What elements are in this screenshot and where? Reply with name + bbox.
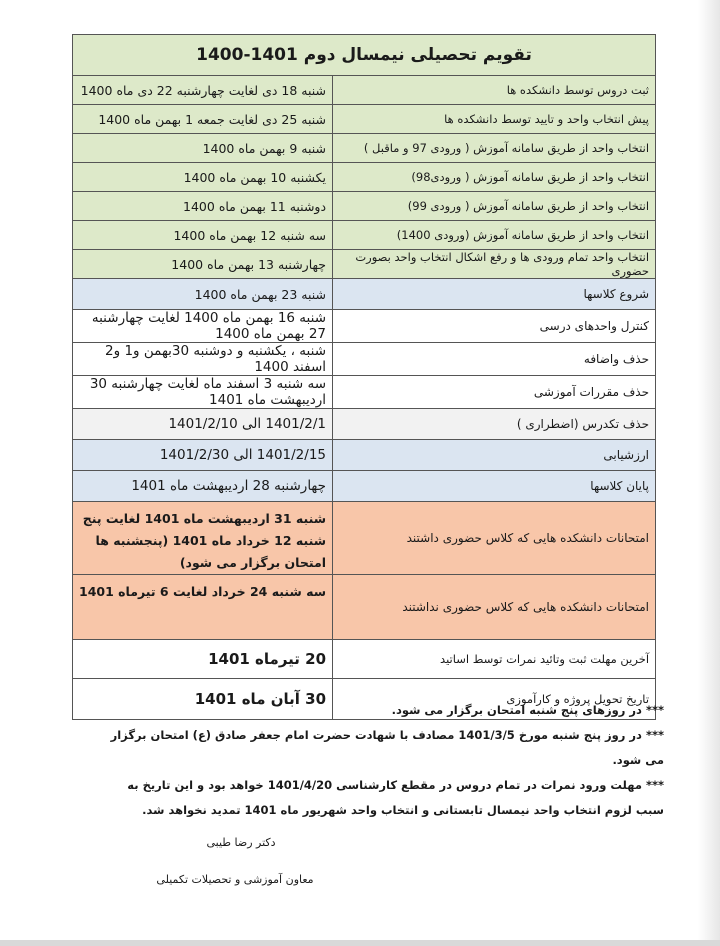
row-value: سه شنبه 3 اسفند ماه لغایت چهارشنبه 30 اردیبهشت ماه 1401 bbox=[73, 376, 333, 409]
row-value: شنبه 23 بهمن ماه 1400 bbox=[73, 279, 333, 310]
row-value: شنبه 31 اردیبهشت ماه 1401 لغایت پنج شنبه 12 خرداد ماه 1401 (پنجشنبه ها امتحان برگزار می شود) bbox=[73, 502, 333, 575]
row-label: شروع کلاسها bbox=[333, 279, 656, 310]
note-item: *** مهلت ورود نمرات در تمام دروس در مقطع کارشناسی 1401/4/20 خواهد بود و این تاریخ به سبب لزوم انتخاب واحد نیمسال تابستانی و انتخاب واحد شهریور ماه 1401 تمدید نخواهد شد. bbox=[127, 778, 664, 817]
signer-name: دکتر رضا طیبی bbox=[206, 836, 276, 849]
row-value: دوشنبه 11 بهمن ماه 1400 bbox=[73, 192, 333, 221]
table-row bbox=[73, 250, 656, 279]
title-row bbox=[73, 35, 656, 76]
row-value: چهارشنبه 13 بهمن ماه 1400 bbox=[73, 250, 333, 279]
row-label: حذف تکدرس (اضطراری ) bbox=[333, 409, 656, 440]
table-row bbox=[73, 502, 656, 575]
row-value: 30 آبان ماه 1401 bbox=[73, 679, 333, 720]
row-value: سه شنبه 12 بهمن ماه 1400 bbox=[73, 221, 333, 250]
page-title: تقویم تحصیلی نیمسال دوم 1401-1400 bbox=[73, 35, 656, 76]
row-label: انتخاب واحد از طریق سامانه آموزش (ورودی 1400) bbox=[333, 221, 656, 250]
row-label: کنترل واحدهای درسی bbox=[333, 310, 656, 343]
table-row bbox=[73, 343, 656, 376]
row-label: ثبت دروس توسط دانشکده ها bbox=[333, 76, 656, 105]
table-row bbox=[73, 440, 656, 471]
row-value: شنبه ، یکشنبه و دوشنبه 30بهمن و1 و2 اسفند 1400 bbox=[73, 343, 333, 376]
row-label: ارزشیابی bbox=[333, 440, 656, 471]
notes-section bbox=[98, 698, 664, 823]
table-row bbox=[73, 409, 656, 440]
row-label: حذف واضافه bbox=[333, 343, 656, 376]
row-label: پایان کلاسها bbox=[333, 471, 656, 502]
row-label: آخرین مهلت ثبت وتائید نمرات توسط اساتید bbox=[333, 640, 656, 679]
row-label: امتحانات دانشکده هایی که کلاس حضوری نداشتند bbox=[333, 575, 656, 640]
row-value: چهارشنبه 28 اردیبهشت ماه 1401 bbox=[73, 471, 333, 502]
table-row bbox=[73, 163, 656, 192]
table-row bbox=[73, 134, 656, 163]
table-row bbox=[73, 376, 656, 409]
row-label: تاریخ تحویل پروژه و کارآموزی bbox=[333, 679, 656, 720]
table-row bbox=[73, 221, 656, 250]
row-value: 1401/2/15 الی 1401/2/30 bbox=[73, 440, 333, 471]
row-value: شنبه 25 دی لغایت جمعه 1 بهمن ماه 1400 bbox=[73, 105, 333, 134]
row-label: انتخاب واحد تمام ورودی ها و رفع اشکال انتخاب واحد بصورت حضوری bbox=[333, 250, 656, 279]
row-label: انتخاب واحد از طریق سامانه آموزش ( ورودی98) bbox=[333, 163, 656, 192]
row-label: انتخاب واحد از طریق سامانه آموزش ( ورودی 97 و ماقبل ) bbox=[333, 134, 656, 163]
table-row bbox=[73, 640, 656, 679]
signer-role: معاون آموزشی و تحصیلات تکمیلی bbox=[156, 873, 314, 886]
row-value: شنبه 18 دی لغایت چهارشنبه 22 دی ماه 1400 bbox=[73, 76, 333, 105]
row-label: پیش انتخاب واحد و تایید توسط دانشکده ها bbox=[333, 105, 656, 134]
row-value: شنبه 9 بهمن ماه 1400 bbox=[73, 134, 333, 163]
row-label: انتخاب واحد از طریق سامانه آموزش ( ورودی 99) bbox=[333, 192, 656, 221]
table-row bbox=[73, 76, 656, 105]
table-row bbox=[73, 310, 656, 343]
table-row bbox=[73, 471, 656, 502]
row-value: سه شنبه 24 خرداد لغایت 6 تیرماه 1401 bbox=[73, 575, 333, 640]
table-row bbox=[73, 575, 656, 640]
table-row bbox=[73, 105, 656, 134]
note-item: *** در روزهای پنج شنبه امتحان برگزار می شود. bbox=[391, 703, 664, 717]
row-label: حذف مقررات آموزشی bbox=[333, 376, 656, 409]
page-bottom-shadow bbox=[0, 940, 720, 946]
row-value: یکشنبه 10 بهمن ماه 1400 bbox=[73, 163, 333, 192]
row-value: 1401/2/1 الی 1401/2/10 bbox=[73, 409, 333, 440]
row-value: 20 تیرماه 1401 bbox=[73, 640, 333, 679]
table-row bbox=[73, 279, 656, 310]
table-row bbox=[73, 192, 656, 221]
row-label: امتحانات دانشکده هایی که کلاس حضوری داشتند bbox=[333, 502, 656, 575]
page-edge-shadow bbox=[698, 0, 720, 946]
note-item: *** در روز پنج شنبه مورخ 1401/3/5 مصادف با شهادت حضرت امام جعفر صادق (ع) امتحان برگزار می شود. bbox=[110, 728, 664, 767]
calendar-table bbox=[72, 34, 656, 720]
row-value: شنبه 16 بهمن ماه 1400 لغایت چهارشنبه 27 بهمن ماه 1400 bbox=[73, 310, 333, 343]
